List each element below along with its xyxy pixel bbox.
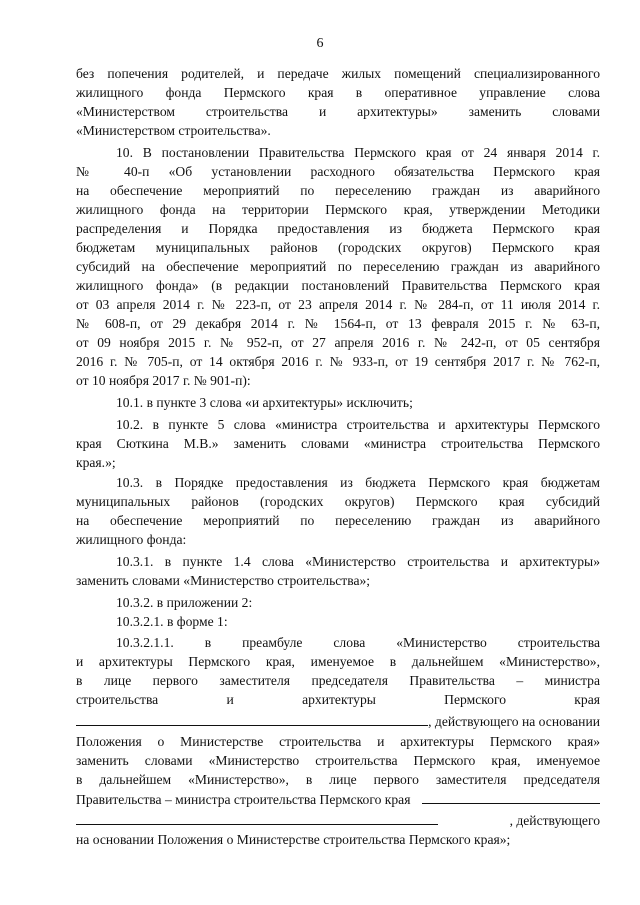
text-line: жилищного фонда» (в редакции постановлений Правительства Пермского края xyxy=(76,278,600,293)
text-line: 10.1. в пункте 3 слова «и архитектуры» исключить; xyxy=(116,395,413,410)
text-line: субсидий на обеспечение мероприятий по переселению граждан из аварийного xyxy=(76,259,600,274)
fill-in-blank xyxy=(76,812,438,825)
text-line: 10.3.1. в пункте 1.4 слова «Министерство строительства и архитектуры» xyxy=(116,554,600,569)
text-line: заменить словами «Министерство строительства Пермского края, именуемое xyxy=(76,753,600,768)
text-line: 2016 г. № 705-п, от 14 октября 2016 г. № 933-п, от 19 сентября 2017 г. № 762-п, xyxy=(76,354,600,369)
text-line: 10.2. в пункте 5 слова «министра строительства и архитектуры Пермского xyxy=(116,417,600,432)
text-line: от 10 ноября 2017 г. № 901-п): xyxy=(76,373,251,388)
text-line: заменить словами «Министерство строительства»; xyxy=(76,573,371,588)
text-line: строительства и архитектуры Пермского края xyxy=(76,692,600,707)
text-line: «Министерством строительства и архитектуры» заменить словами xyxy=(76,104,600,119)
text-line: бюджетам муниципальных районов (городских округов) Пермского края xyxy=(76,240,600,255)
text-line: на основании Положения о Министерстве строительства Пермского края»; xyxy=(76,832,511,847)
text-line: распределения и Порядка предоставления из бюджета Пермского края xyxy=(76,221,600,236)
text-line: в лице первого заместителя председателя Правительства – министра xyxy=(76,673,600,688)
text-fragment: , действующего xyxy=(509,813,600,828)
text-line: на обеспечение мероприятий по переселению граждан из аварийного xyxy=(76,513,600,528)
fill-in-blank xyxy=(76,713,428,726)
text-line: № 608-п, от 29 декабря 2014 г. № 1564-п, от 13 февраля 2015 г. № 63-п, xyxy=(76,316,600,331)
text-line: 10. В постановлении Правительства Пермского края от 24 января 2014 г. xyxy=(116,145,600,160)
text-line: 10.3.2.1.1. в преамбуле слова «Министерство строительства xyxy=(116,635,600,650)
text-line: жилищного фонда на территории Пермского края, утверждении Методики xyxy=(76,202,600,217)
text-line: и архитектуры Пермского края, именуемое в дальнейшем «Министерство», xyxy=(76,654,600,669)
text-line: жилищного фонда Пермского края в оперативное управление слова xyxy=(76,85,600,100)
text-line-with-blank xyxy=(76,791,600,808)
text-fragment: Правительства – министра строительства Пермского края xyxy=(76,792,411,807)
text-line: 10.3.2. в приложении 2: xyxy=(116,595,253,610)
text-line: от 03 апреля 2014 г. № 223-п, от 23 апреля 2014 г. № 284-п, от 11 июля 2014 г. xyxy=(76,297,600,312)
text-line: края.»; xyxy=(76,455,116,470)
text-line: Положения о Министерстве строительства и архитектуры Пермского края» xyxy=(76,734,600,749)
text-line: края Сюткина М.В.» заменить словами «министра строительства Пермского xyxy=(76,436,600,451)
page-number: 6 xyxy=(316,36,324,51)
text-line: в дальнейшем «Министерство», в лице первого заместителя председателя xyxy=(76,772,600,787)
text-line: на обеспечение мероприятий по переселению граждан из аварийного xyxy=(76,183,600,198)
text-line: от 09 ноября 2015 г. № 952-п, от 27 апреля 2016 г. № 242-п, от 05 сентября xyxy=(76,335,600,350)
text-line: муниципальных районов (городских округов) Пермского края субсидий xyxy=(76,494,600,509)
text-line: «Министерством строительства». xyxy=(76,123,271,138)
text-line-with-blank xyxy=(76,713,600,730)
text-line: 10.3.2.1. в форме 1: xyxy=(116,614,228,629)
text-line: № 40-п «Об установлении расходного обязательства Пермского края xyxy=(76,164,600,179)
text-line: без попечения родителей, и передаче жилых помещений специализированного xyxy=(76,66,600,81)
text-fragment: , действующего на основании xyxy=(428,714,600,729)
fill-in-blank xyxy=(422,791,600,804)
text-line-with-blank xyxy=(76,812,600,829)
text-line: 10.3. в Порядке предоставления из бюджета Пермского края бюджетам xyxy=(116,475,600,490)
text-line: жилищного фонда: xyxy=(76,532,187,547)
